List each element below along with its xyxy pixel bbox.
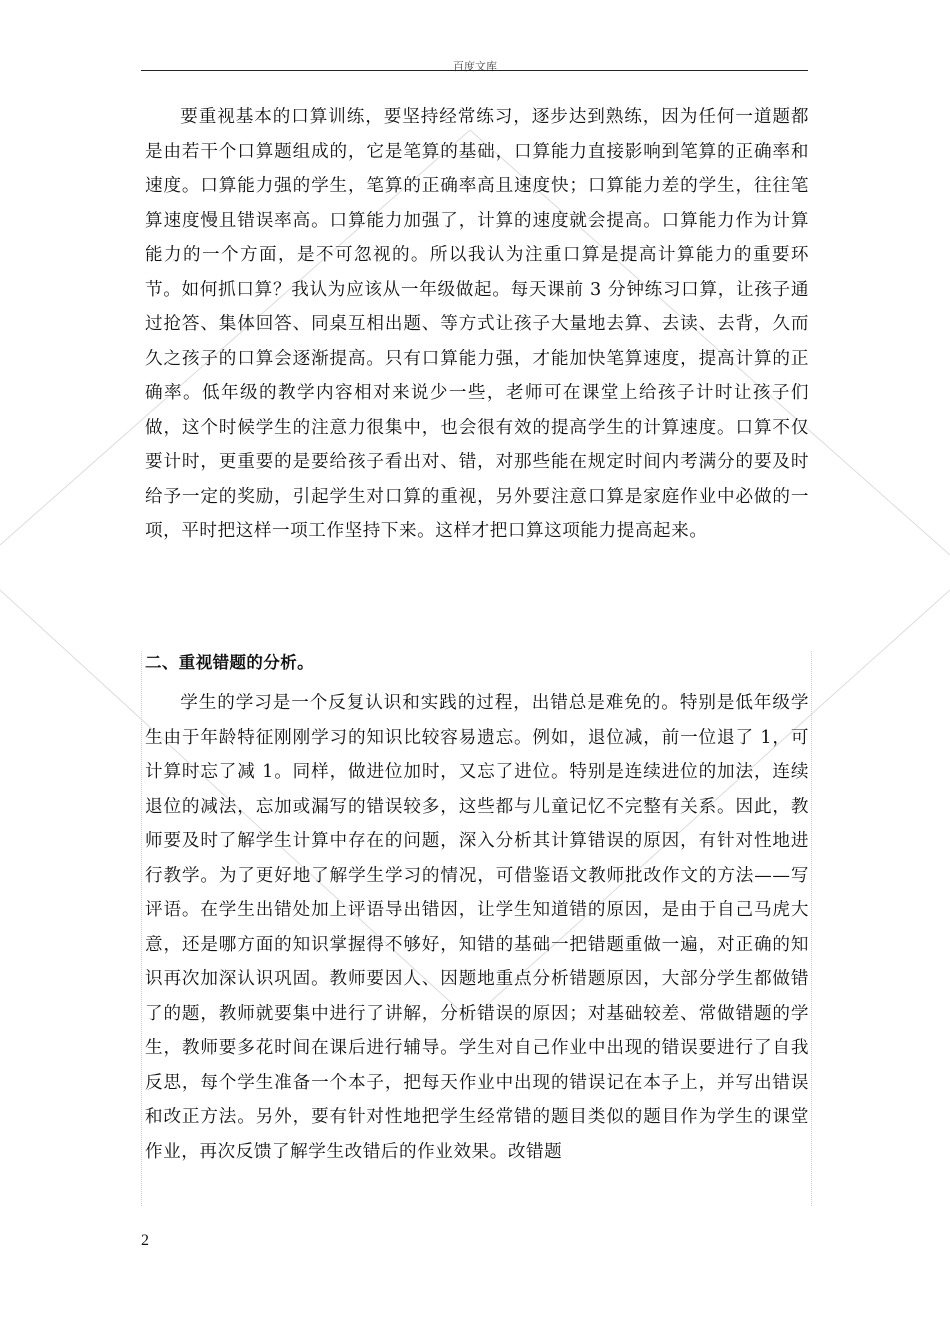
section-heading-error-analysis: 二、重视错题的分析。: [145, 653, 314, 672]
section-oral-arithmetic: [145, 100, 809, 549]
section-error-analysis: [145, 686, 809, 1208]
header-title: 百度文库: [453, 60, 497, 73]
paragraph-oral-arithmetic: 要重视基本的口算训练，要坚持经常练习，逐步达到熟练，因为任何一道题都是由若干个口算题组成的，它是笔算的基础，口算能力直接影响到笔算的正确率和速度。口算能力强的学生，笔算的正确率高且速度快；口算能力差的学生，往往笔算速度慢且错误率高。口算能力加强了，计算的速度就会提高。口算能力作为计算能力的一个方面，是不可忽视的。所以我认为注重口算是提高计算能力的重要环节。如何抓口算？我认为应该从一年级做起。每天课前 3 分钟练习口算，让孩子通过抢答、集体回答、同桌互相出题、等方式让孩子大量地去算、去读、去背，久而久之孩子的口算会逐渐提高。只有口算能力强，才能加快笔算速度，提高计算的正确率。低年级的教学内容相对来说少一些，老师可在课堂上给孩子计时让孩子们做，这个时候学生的注意力很集中，也会很有效的提高学生的计算速度。口算不仅要计时，更重要的是要给孩子看出对、错，对那些能在规定时间内考满分的要及时给予一定的奖励，引起学生对口算的重视，另外要注意口算是家庭作业中必做的一项，平时把这样一项工作坚持下来。这样才把口算这项能力提高起来。: [145, 107, 809, 541]
paragraph-error-analysis: 学生的学习是一个反复认识和实践的过程，出错总是难免的。特别是低年级学生由于年龄特征刚刚学习的知识比较容易遗忘。例如，退位减，前一位退了 1，可计算时忘了减 1。同样，做进位加时，又忘了进位。特别是连续进位的加法，连续退位的减法，忘加或漏写的错误较多，这些都与儿童记忆不完整有关系。因此，教师要及时了解学生计算中存在的问题，深入分析其计算错误的原因，有针对性地进行教学。为了更好地了解学生学习的情况，可借鉴语文教师批改作文的方法——写评语。在学生出错处加上评语导出错因，让学生知道错的原因，是由于自己马虎大意，还是哪方面的知识掌握得不够好，知错的基础一把错题重做一遍，对正确的知识再次加深认识巩固。教师要因人、因题地重点分析错题原因，大部分学生都做错了的题，教师就要集中进行了讲解，分析错误的原因；对基础较差、常做错题的学生，教师要多花时间在课后进行辅导。学生对自己作业中出现的错误要进行了自我反思，每个学生准备一个本子，把每天作业中出现的错误记在本子上，并写出错误和改正方法。另外，要有针对性地把学生经常错的题目类似的题目作为学生的课堂作业，再次反馈了解学生改错后的作业效果。改错题: [145, 693, 809, 1162]
page-number: 2: [141, 1232, 149, 1249]
header-rule: [141, 70, 808, 71]
